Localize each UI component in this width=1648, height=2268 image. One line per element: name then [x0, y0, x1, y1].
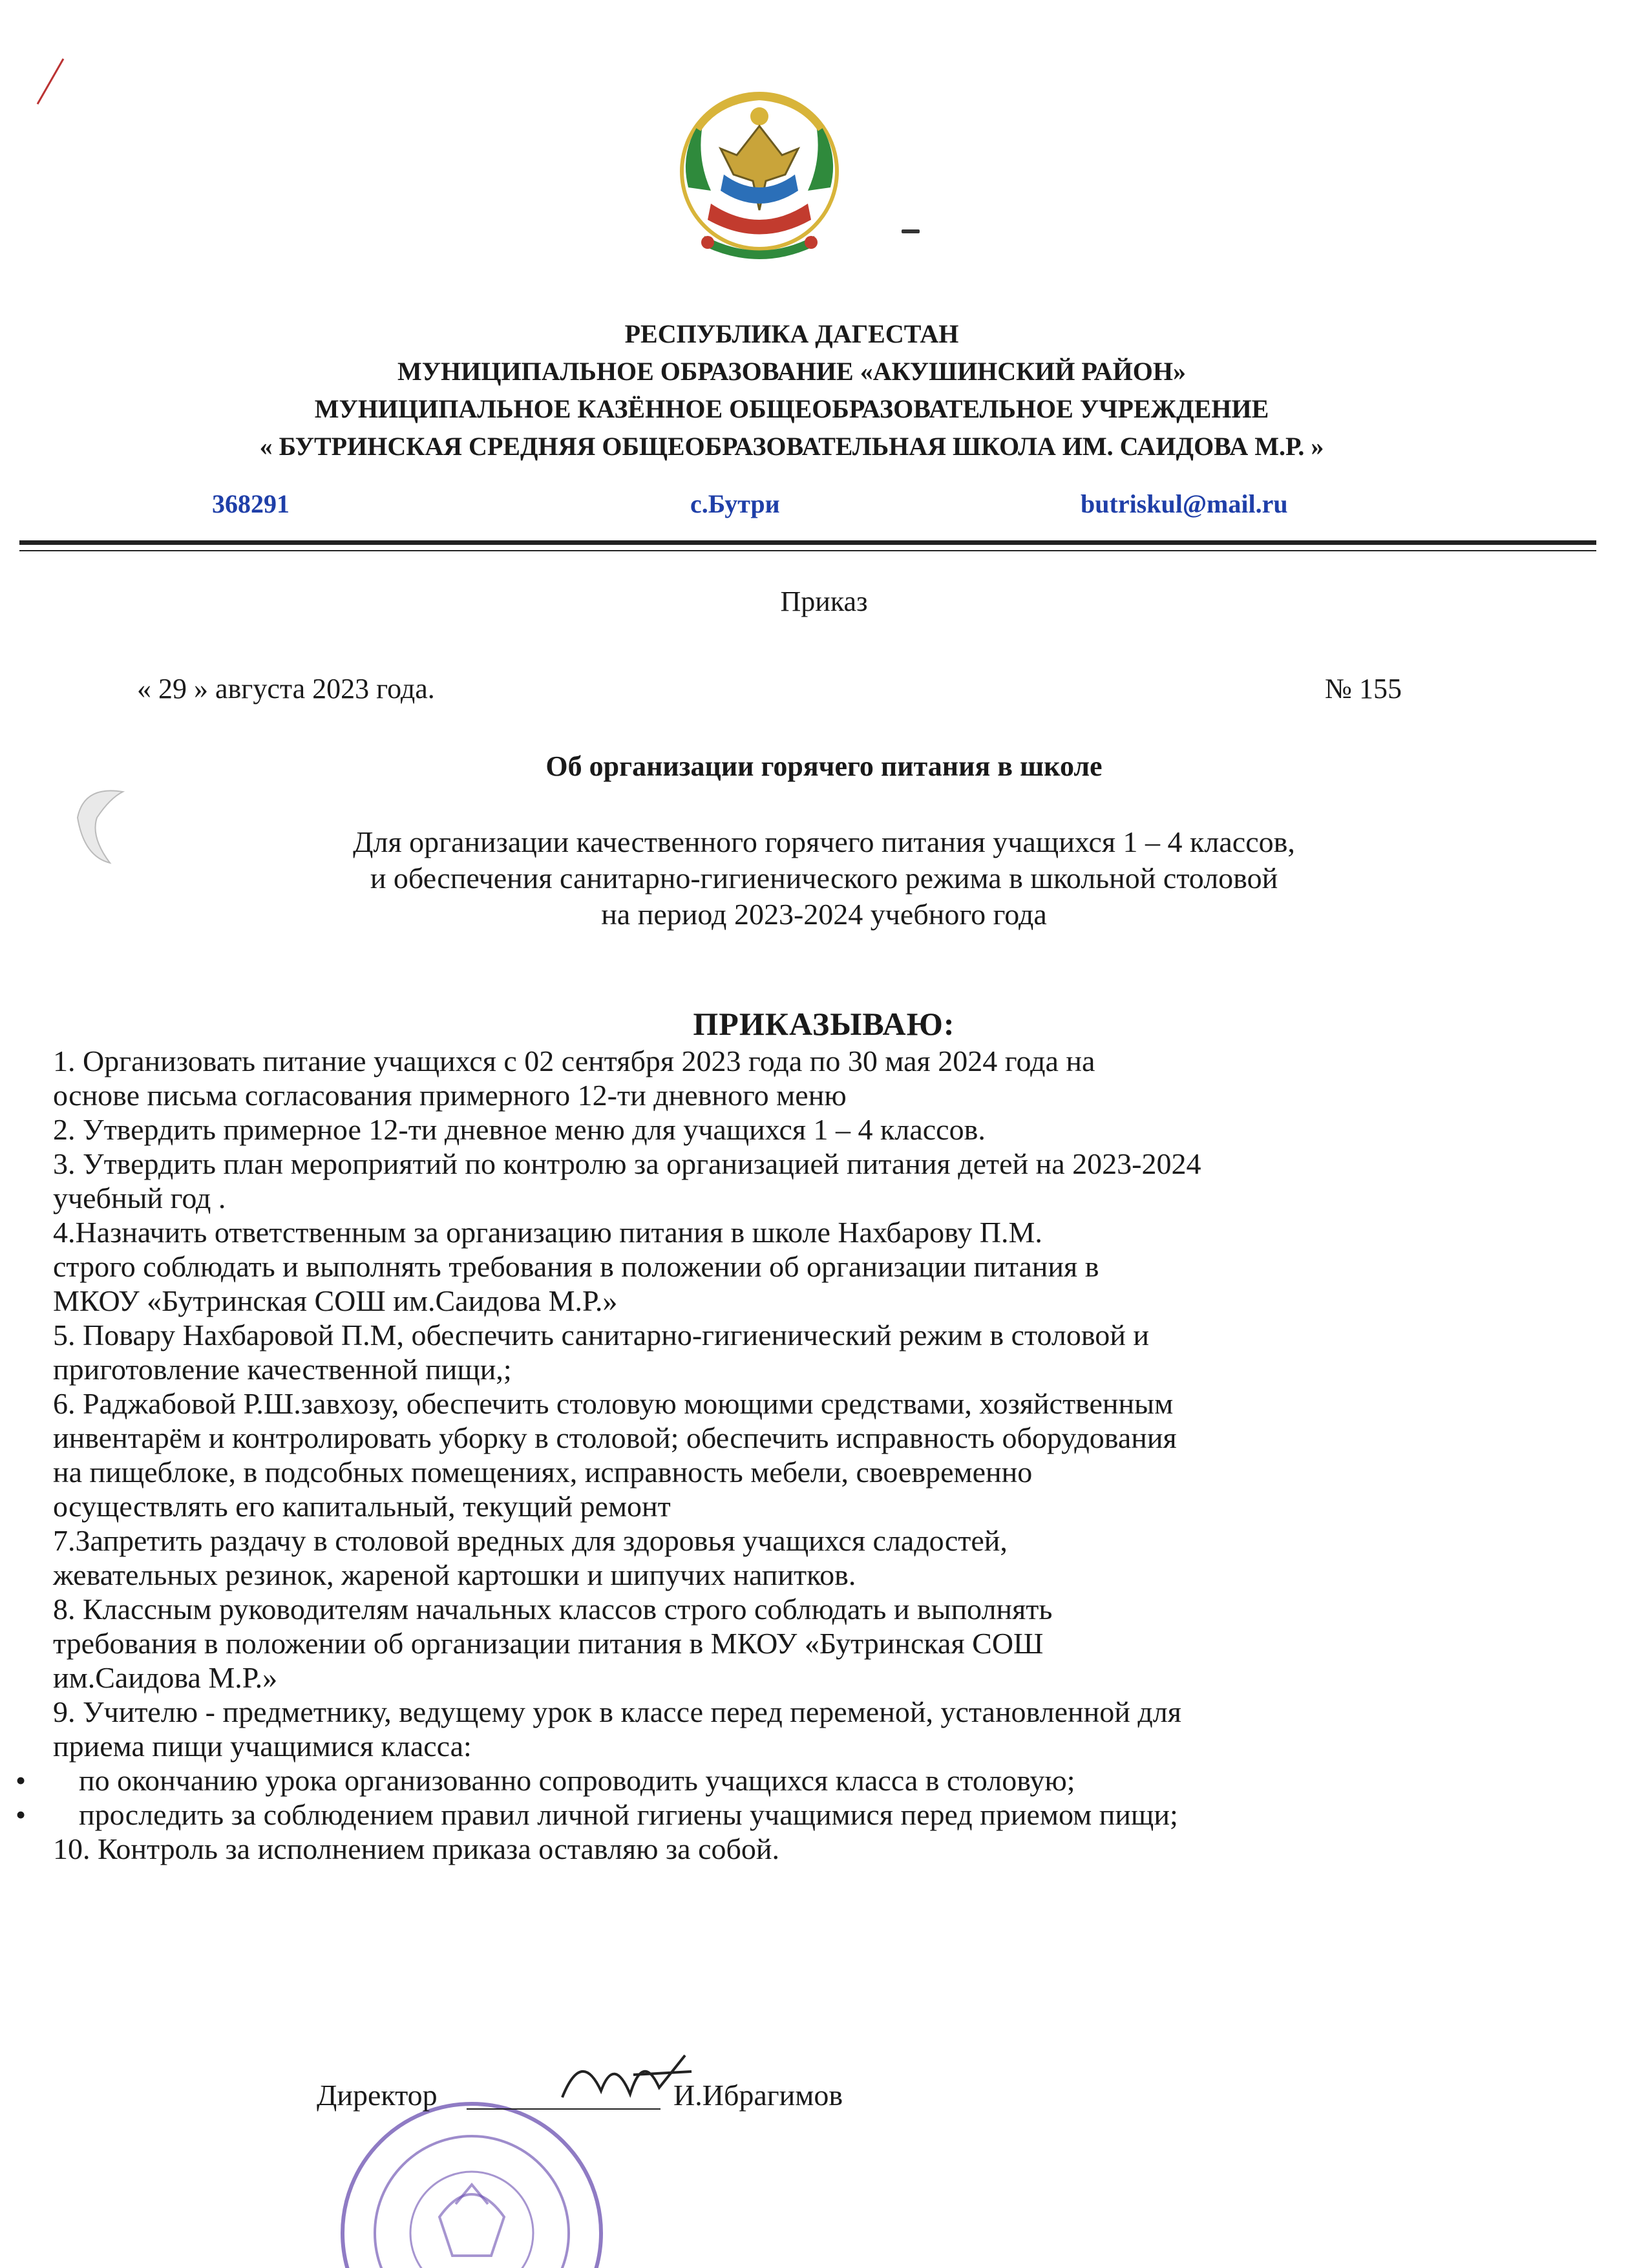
list-item-text: проследить за соблюдением правил личной гигиены учащимися перед приемом пищи;: [79, 1798, 1178, 1831]
contacts-row: [0, 489, 1648, 527]
body-line: жевательных резинок, жареной картошки и шипучих напитков.: [53, 1558, 856, 1591]
dagestan-coat-of-arms-icon: [659, 78, 860, 271]
body-line: 3. Утвердить план мероприятий по контролю за организацией питания детей на 2023-2024: [53, 1147, 1201, 1180]
body-line: инвентарём и контролировать уборку в столовой; обеспечить исправность оборудования: [53, 1421, 1177, 1454]
order-number: № 155: [1325, 673, 1402, 705]
body-line: 2. Утвердить примерное 12-ти дневное меню для учащихся 1 – 4 классов.: [53, 1113, 986, 1146]
order-date: « 29 » августа 2023 года.: [137, 673, 435, 705]
header-institution-type: МУНИЦИПАЛЬНОЕ КАЗЁННОЕ ОБЩЕОБРАЗОВАТЕЛЬНОЕ УЧРЕЖДЕНИЕ: [314, 394, 1269, 423]
signatory-name: И.Ибрагимов: [673, 2079, 843, 2112]
village-name: с.Бутри: [690, 489, 780, 518]
body-line: приема пищи учащимися класса:: [53, 1730, 472, 1763]
preamble-line: на период 2023-2024 учебного года: [601, 898, 1047, 931]
list-item: [16, 1763, 1617, 1797]
body-line: МКОУ «Бутринская СОШ им.Саидова М.Р.»: [53, 1284, 618, 1317]
body-line: 1. Организовать питание учащихся с 02 сентября 2023 года по 30 мая 2024 года на: [53, 1044, 1095, 1077]
bullet-icon: •: [16, 1798, 26, 1831]
body-line: 8. Классным руководителям начальных классов строго соблюдать и выполнять: [53, 1593, 1053, 1626]
closing-line: 10. Контроль за исполнением приказа оставляю за собой.: [53, 1832, 780, 1865]
preamble-line: и обеспечения санитарно-гигиенического режима в школьной столовой: [370, 862, 1278, 895]
list-item-text: по окончанию урока организованно сопроводить учащихся класса в столовую;: [79, 1764, 1075, 1797]
official-round-stamp-icon: [336, 2094, 607, 2268]
postal-code: 368291: [212, 489, 290, 518]
body-line: 9. Учителю - предметнику, ведущему урок в классе перед переменой, установленной для: [53, 1695, 1181, 1728]
body-line: им.Саидова М.Р.»: [53, 1661, 278, 1694]
order-subject: Об организации горячего питания в школе: [545, 750, 1103, 782]
body-line: 5. Повару Нахбаровой П.М, обеспечить санитарно-гигиенический режим в столовой и: [53, 1319, 1150, 1351]
order-title: Приказ: [780, 586, 868, 617]
bullet-icon: •: [16, 1764, 26, 1797]
preamble-line: Для организации качественного горячего питания учащихся 1 – 4 классов,: [353, 825, 1295, 858]
body-line: основе письма согласования примерного 12-ти дневного меню: [53, 1079, 847, 1112]
body-line: приготовление качественной пищи,;: [53, 1353, 512, 1386]
header-divider-thin: [19, 550, 1596, 551]
signature-underline: [467, 2108, 660, 2110]
decree-heading: ПРИКАЗЫВАЮ:: [693, 1006, 955, 1042]
body-line: 4.Назначить ответственным за организацию питания в школе Нахбарову П.М.: [53, 1216, 1042, 1249]
email-address: butriskul@mail.ru: [1081, 489, 1288, 518]
list-item: [16, 1797, 1617, 1832]
signatory-position: Директор: [317, 2079, 438, 2112]
preamble: [0, 824, 1648, 933]
body-line: осуществлять его капитальный, текущий ремонт: [53, 1490, 671, 1523]
header-school-name: « БУТРИНСКАЯ СРЕДНЯЯ ОБЩЕОБРАЗОВАТЕЛЬНАЯ ШКОЛА ИМ. САИДОВА М.Р. »: [259, 432, 1324, 461]
body-line: требования в положении об организации питания в МКОУ «Бутринская СОШ: [53, 1627, 1044, 1660]
dash-mark: [902, 229, 920, 233]
institution-header: [129, 315, 1454, 465]
body-line: строго соблюдать и выполнять требования в положении об организации питания в: [53, 1250, 1099, 1283]
body-line: на пищеблоке, в подсобных помещениях, исправность мебели, своевременно: [53, 1456, 1033, 1489]
body-line: 6. Раджабовой Р.Ш.завхозу, обеспечить столовую моющими средствами, хозяйственным: [53, 1387, 1174, 1420]
body-line: учебный год .: [53, 1182, 226, 1214]
header-divider-thick: [19, 540, 1596, 545]
order-body: [16, 1044, 1617, 1866]
pencil-mark-icon: [32, 55, 71, 107]
header-municipality: МУНИЦИПАЛЬНОЕ ОБРАЗОВАНИЕ «АКУШИНСКИЙ РАЙОН»: [397, 357, 1186, 386]
header-republic: РЕСПУБЛИКА ДАГЕСТАН: [624, 319, 959, 348]
body-line: 7.Запретить раздачу в столовой вредных для здоровья учащихся сладостей,: [53, 1524, 1008, 1557]
